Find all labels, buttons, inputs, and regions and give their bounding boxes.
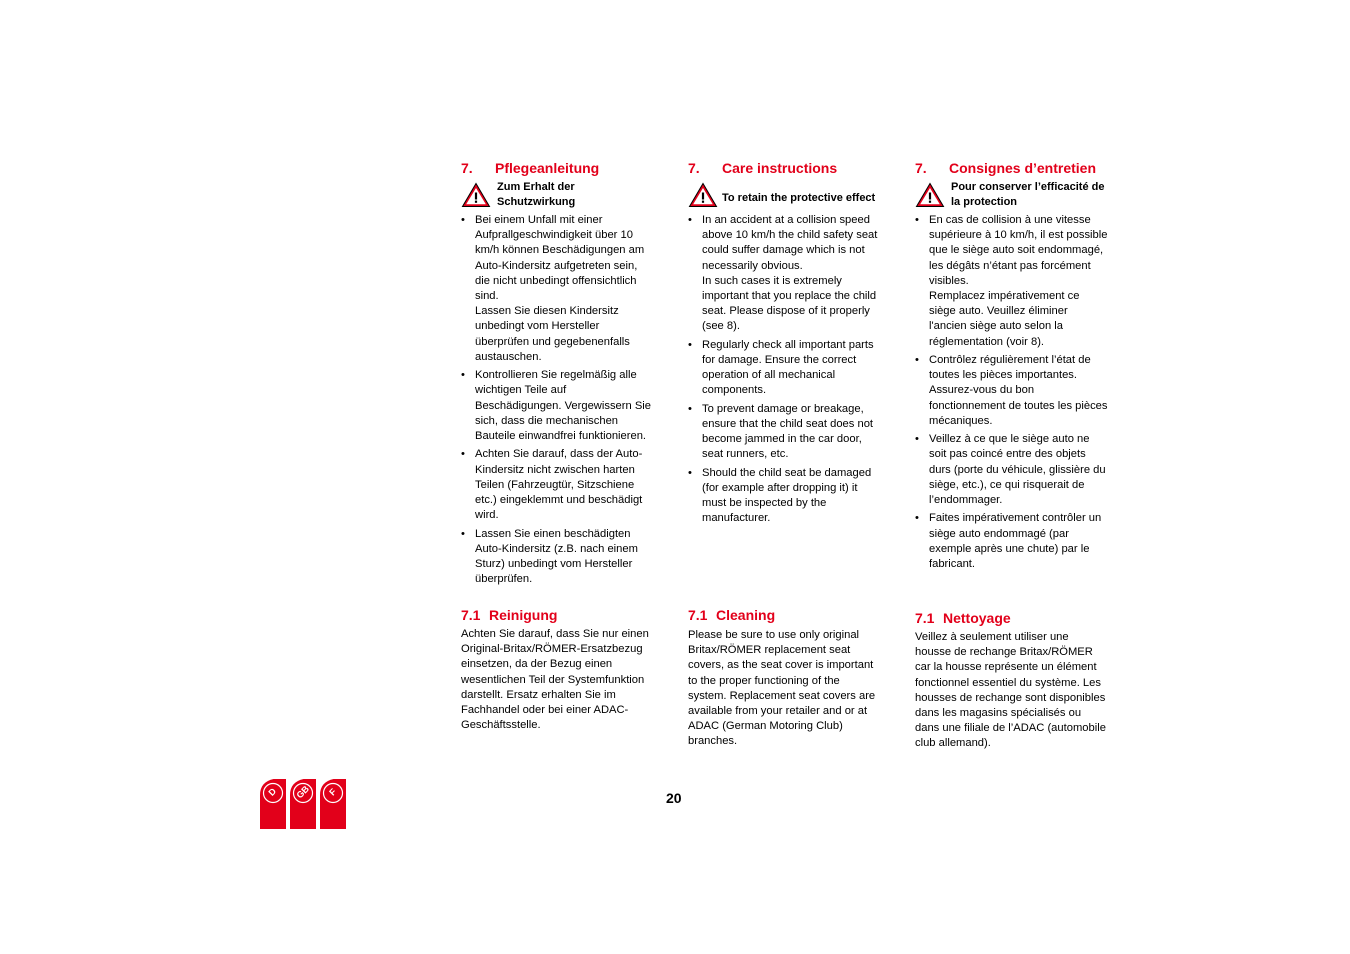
warning-title [497,180,672,210]
text-line: siège auto. Veuillez éliminer [929,305,1068,318]
text-line: Schutzwirkung [497,196,576,208]
tab-shape [260,779,287,829]
text-line: toutes les pièces importantes. [929,369,1077,382]
bullet-list [915,213,1127,575]
section-title: Consignes d’entretien [949,160,1097,176]
text-line: Britax/RÖMER replacement seat [688,644,851,657]
text-line: Geschäftsstelle. [461,719,541,732]
list-item [461,213,673,365]
text-line: car la housse représente un élément [915,661,1097,674]
warning-triangle-icon [915,182,945,208]
tab-shape [320,779,347,829]
text-line: sind. [475,290,499,303]
text-line: • To prevent damage or breakage, [702,402,864,415]
paragraph [915,630,1127,752]
text-line: • Kontrollieren Sie regelmäßig alle [475,369,637,382]
text-line: etc.) eingeklemmt und beschädigt [475,494,643,507]
page-number: 20 [666,790,682,806]
text-line: Beschädigungen. Vergewissern Sie [475,399,652,412]
text-line: unbedingt vom Hersteller [475,320,600,333]
list-item [688,466,900,527]
text-line: • Bei einem Unfall mit einer [475,214,603,226]
section-heading [688,160,837,176]
subsection-heading [915,610,1011,626]
list-item [915,511,1127,572]
text-line: • Faites impérativement contrôler un [929,512,1102,525]
text-line: Pour conserver l’efficacité de [951,181,1105,193]
text-line: To retain the protective effect [722,192,876,204]
section-title: Pflegeanleitung [495,160,600,176]
language-tab-d [260,779,287,834]
text-line: km/h können Beschädigungen am [475,244,645,257]
language-tab-label: D [266,786,279,798]
text-line: Fachhandel oder bei einer ADAC- [461,704,629,717]
text-line: above 10 km/h the child safety seat [702,229,878,242]
text-line: siège, etc.), ce qui risquerait de [929,478,1085,491]
section-number: 7. [688,160,700,176]
list-item [915,213,1127,350]
section-heading [915,160,1096,176]
text-line: austauschen. [475,350,542,363]
text-line: Veillez à seulement utiliser une [915,631,1069,643]
subsection-title: Cleaning [716,607,776,623]
text-line: (for example after dropping it) it [702,482,858,495]
text-line: • Contrôlez régulièrement l’état de [929,354,1091,367]
text-line: les dégâts n’étant pas forcément [929,259,1091,272]
text-line: la protection [951,196,1018,208]
text-line: seat runners, etc. [702,448,789,461]
text-line: In such cases it is extremely [702,274,842,287]
text-line: become jammed in the car door, [702,433,862,446]
text-line: for damage. Ensure the correct [702,354,857,367]
list-item [461,527,673,588]
text-line: que le siège auto soit endommagé, [929,244,1104,257]
text-line: Sturz) unbedingt vom Hersteller [475,558,633,571]
text-line: system. Replacement seat covers are [688,689,876,702]
text-line: club allemand). [915,737,991,750]
section-title: Care instructions [722,160,838,176]
subsection-title: Nettoyage [943,610,1011,626]
subsection-title: Reinigung [489,607,558,623]
text-line: Aufprallgeschwindigkeit über 10 [475,229,633,242]
warning-triangle-icon [461,182,491,208]
language-tab-label: F [327,786,339,798]
text-line: available from your retailer and or at [688,705,868,718]
text-line: • En cas de collision à une vitesse [929,214,1091,226]
text-line: wird. [475,509,499,522]
text-line: Kindersitz nicht zwischen harten [475,463,635,476]
subsection-number: 7.1 [915,610,935,626]
text-line: Please be sure to use only original [688,629,860,641]
list-item [461,368,673,444]
text-line: components. [702,384,767,397]
text-line: mécaniques. [929,414,993,427]
text-line: l’endommager. [929,494,1003,507]
text-line: Zum Erhalt der [497,181,575,193]
text-line: l'ancien siège auto selon la [929,320,1063,333]
language-tabs [260,779,350,831]
text-line: housses de rechange sont disponibles [915,691,1106,704]
text-line: sich, dass die mechanischen [475,414,619,427]
text-line: fonctionnement de toutes les pièces [929,399,1108,412]
section-number: 7. [915,160,927,176]
text-line: dans les magasins spécialisés ou [915,707,1082,720]
list-item [915,353,1127,429]
bullet-list [688,213,900,530]
text-line: Assurez-vous du bon [929,384,1035,397]
warning-triangle-icon [688,182,718,208]
text-line: wesentlichen Teil der Systemfunktion [461,673,645,686]
text-line: einsetzen, da der Bezug einen [461,658,613,671]
text-line: (see 8). [702,320,740,333]
text-line: • Should the child seat be damaged [702,466,872,479]
text-line: fabricant. [929,558,976,571]
text-line: branches. [688,735,738,748]
warning-title [722,191,897,206]
language-tab-gb [290,779,317,834]
text-line: exemple après une chute) par le [929,542,1090,555]
section-number: 7. [461,160,473,176]
text-line: • Lassen Sie einen beschädigten [475,527,631,540]
text-line: siège auto endommagé (par [929,527,1069,540]
paragraph [688,628,900,750]
text-line: visibles. [929,274,969,287]
list-item [915,432,1127,508]
text-line: ADAC (German Motoring Club) [688,720,843,733]
text-line: could suffer damage which is not [702,244,865,257]
text-line: • Achten Sie darauf, dass der Auto- [475,448,643,461]
text-line: covers, as the seat cover is important [688,659,874,672]
text-line: durs (porte du véhicule, glissière du [929,463,1106,476]
text-line: fonctionnel essentiel du système. Les [915,676,1101,689]
text-line: réglementation (voir 8). [929,335,1045,348]
list-item [461,447,673,523]
language-tab-label: GB [294,783,312,801]
list-item [688,338,900,399]
subsection-heading [461,607,557,623]
text-line: darstellt. Ersatz erhalten Sie im [461,688,616,701]
subsection-heading [688,607,775,623]
paragraph [461,627,673,733]
text-line: housse de rechange Britax/RÖMER [915,646,1093,659]
bullet-list [461,213,673,591]
text-line: dans une filiale de l’ADAC (automobile [915,722,1106,735]
list-item [688,213,900,335]
text-line: die nicht unbedingt offensichtlich [475,274,637,287]
text-line: Achten Sie darauf, dass Sie nur einen [461,628,649,640]
list-item [688,402,900,463]
subsection-number: 7.1 [461,607,481,623]
section-heading [461,160,599,176]
text-line: must be inspected by the [702,497,827,510]
text-line: • In an accident at a collision speed [702,214,870,226]
text-line: Original-Britax/RÖMER-Ersatzbezug [461,643,643,656]
text-line: überprüfen. [475,573,533,586]
language-tab-f [320,779,347,834]
text-line: wichtigen Teile auf [475,384,567,397]
text-line: • Veillez à ce que le siège auto ne [929,433,1090,446]
text-line: Auto-Kindersitz aufgetreten sein, [475,259,638,272]
text-line: important that you replace the child [702,290,877,303]
text-line: supérieure à 10 km/h, il est possible [929,229,1108,242]
text-line: operation of all mechanical [702,369,836,382]
text-line: necessarily obvious. [702,259,803,272]
text-line: to the proper functioning of the [688,674,840,687]
subsection-number: 7.1 [688,607,708,623]
text-line: Lassen Sie diesen Kindersitz [475,305,619,318]
text-line: Remplacez impérativement ce [929,290,1080,303]
text-line: Auto-Kindersitz (z.B. nach einem [475,542,638,555]
text-line: seat. Please dispose of it properly [702,305,870,318]
text-line: Bauteile einwandfrei funktionieren. [475,430,647,443]
text-line: überprüfen und gegebenenfalls [475,335,630,348]
text-line: manufacturer. [702,512,771,525]
text-line: Teilen (Fahrzeugtür, Sitzschiene [475,478,635,491]
warning-title [951,180,1126,210]
text-line: • Regularly check all important parts [702,338,874,351]
text-line: ensure that the child seat does not [702,418,874,431]
text-line: soit pas coincé entre des objets [929,448,1086,461]
